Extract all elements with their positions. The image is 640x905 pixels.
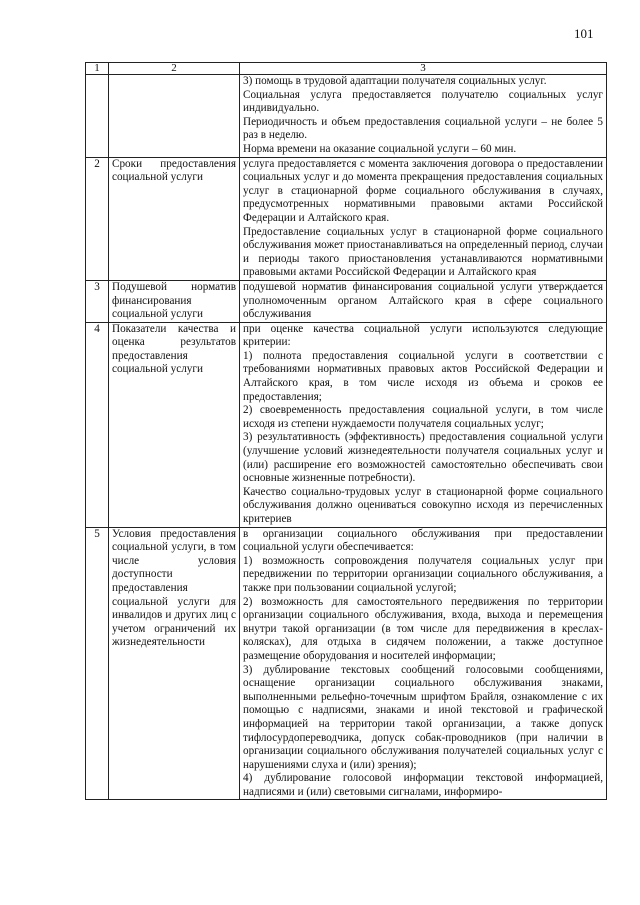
table-header-row: [86, 63, 607, 75]
row-description: [240, 322, 607, 527]
header-col-1: 1: [86, 63, 109, 75]
row-description: [240, 157, 607, 280]
row-name: Сроки предоставления социальной услуги: [109, 157, 240, 280]
row-name: Показатели качества и оценка результатов предоставления социальной услуги: [109, 322, 240, 527]
table-row: [86, 157, 607, 280]
row-description: [240, 527, 607, 800]
paragraph: 3) помощь в трудовой адаптации получателя социальных услуг.: [243, 75, 547, 87]
table-row: [86, 527, 607, 800]
table-row: [86, 322, 607, 527]
paragraph: в организации социального обслуживания при предоставлении социальной услуги обеспечивается:: [243, 527, 603, 554]
paragraph: 3) результативность (эффективность) предоставления социальной услуги (улучшение условий жизнедеятельности получателя социальных услуг и (или) расширение его возможностей самостоятельно обеспечивать свои основные жизненные потребности).: [243, 431, 603, 485]
row-number: [86, 75, 109, 158]
paragraph: 2) возможность для самостоятельного передвижения по территории организации социального обслуживания, входа, выхода и перемещения внутри такой организации (в том числе для передвижения в креслах-колясках), для отдыха в сидячем положении, а также доступное размещение оборудования и носителей информации;: [243, 595, 603, 662]
paragraph: Предоставление социальных услуг в стационарной форме социального обслуживания может приостанавливаться на определенный период, случаи и периоды такого приостановления устанавливаются нормативными правовыми актами Российской Федерации и Алтайского края: [243, 225, 603, 279]
row-number: 2: [86, 157, 109, 280]
paragraph: Норма времени на оказание социальной услуги – 60 мин.: [243, 142, 517, 155]
service-table: [85, 62, 607, 800]
paragraph: при оценке качества социальной услуги используются следующие критерии:: [243, 322, 603, 349]
header-col-2: 2: [109, 63, 240, 75]
row-number: 3: [86, 280, 109, 322]
row-description: [240, 280, 607, 322]
row-number: 5: [86, 527, 109, 800]
row-number: 4: [86, 322, 109, 527]
paragraph: услуга предоставляется с момента заключения договора о предоставлении социальных услуг и до момента прекращения предоставления социальных услуг в стационарной форме социального обслуживания в случаях, предусмотренных нормативными правовыми актами Российской Федерации и Алтайского края.: [243, 157, 603, 224]
paragraph: Качество социально-трудовых услуг в стационарной форме социального обслуживания должно оцениваться совокупно исходя из перечисленных критериев: [243, 485, 603, 525]
paragraph: 3) дублирование текстовых сообщений голосовыми сообщениями, оснащение организации социального обслуживания знаками, выполненными рельефно-точечным шрифтом Брайля, ознакомление с их помощью с надписями, знаками и иной текстовой и графической информацией на территории такой организации, а также допуск тифлосурдопереводчика, допуск собак-проводников (при наличии в организации социального обслуживания получателей социальных услуг с нарушениями слуха и (или) зрения);: [243, 663, 603, 771]
paragraph: 2) своевременность предоставления социальной услуги, в том числе исходя из степени нуждаемости получателя социальных услуг;: [243, 404, 603, 430]
page-number: 101: [574, 26, 594, 41]
paragraph: Социальная услуга предоставляется получателю социальных услуг индивидуально.: [243, 88, 603, 115]
paragraph: 1) полнота предоставления социальной услуги в соответствии с требованиями нормативных правовых актов Российской Федерации и Алтайского края, в том числе исходя из объема и сроков ее предоставления;: [243, 349, 603, 403]
table-row: [86, 75, 607, 158]
paragraph: 1) возможность сопровождения получателя социальных услуг при передвижении по территории организации социального обслуживания, а также при пользовании социальной услугой;: [243, 554, 603, 594]
row-name: Условия предоставления социальной услуги, в том числе условия доступности предоставления социальной услуги для инвалидов и других лиц с учетом ограничений их жизнедеятельности: [109, 527, 240, 800]
table-row: [86, 280, 607, 322]
row-description: [240, 75, 607, 158]
paragraph: 4) дублирование голосовой информации текстовой информацией, надписями и (или) световыми сигналами, информиро-: [243, 772, 603, 798]
paragraph: Периодичность и объем предоставления социальной услуги – не более 5 раз в неделю.: [243, 115, 603, 142]
paragraph: подушевой норматив финансирования социальной услуги утверждается уполномоченным органом Алтайского края в сфере социального обслуживания: [243, 280, 603, 321]
row-name: [109, 75, 240, 158]
row-name: Подушевой норматив финансирования социальной услуги: [109, 280, 240, 322]
header-col-3: 3: [240, 63, 607, 75]
